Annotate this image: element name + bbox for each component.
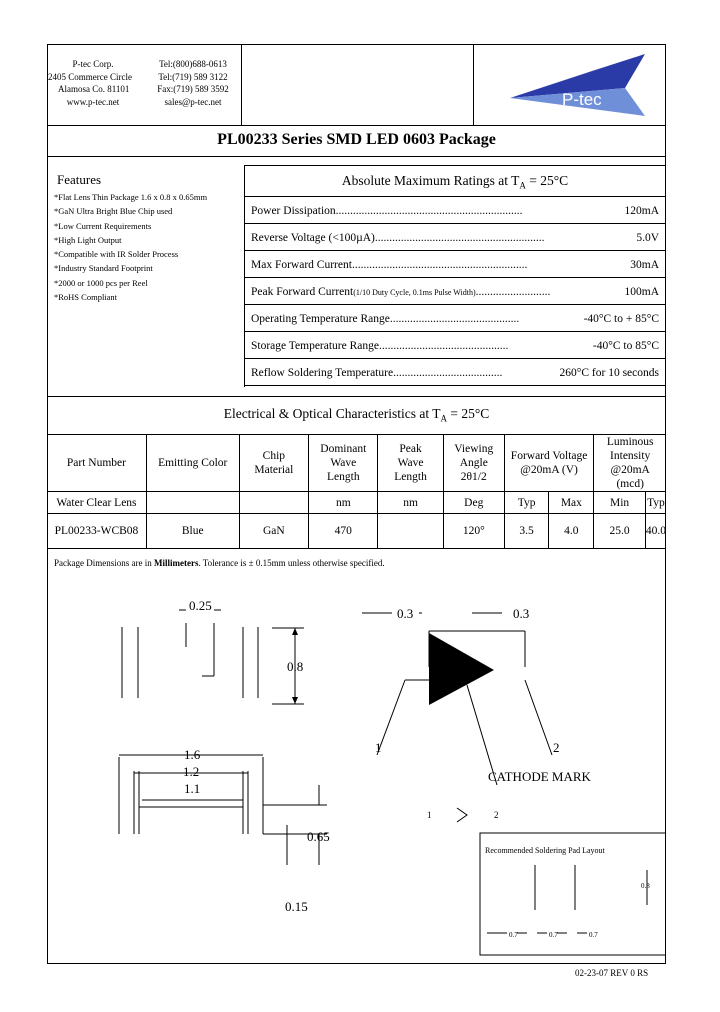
cathode-mark-label: CATHODE MARK — [488, 769, 591, 784]
dim-015: 0.15 — [285, 899, 308, 914]
cell-vf-max: 4.0 — [549, 514, 594, 549]
col-header: Emitting Color — [146, 435, 239, 492]
contact-block — [153, 58, 233, 108]
col-header: Viewing Angle 2θ1/2 — [443, 435, 504, 492]
cell-iv-typ: 40.0 — [645, 514, 666, 549]
unit-cell: Max — [549, 492, 594, 514]
amr-dots: ............................................. — [379, 340, 509, 352]
amr-row-reflow — [245, 360, 665, 386]
cell-material: GaN — [239, 514, 309, 549]
amr-row-operating-temp — [245, 306, 665, 332]
polarity-2-label: 2 — [494, 810, 499, 820]
amr-label: Peak Forward Current — [251, 286, 354, 298]
amr-note: (1/10 Duty Cycle, 0.1ms Pulse Width) — [353, 288, 476, 297]
amr-top-border — [244, 165, 666, 166]
feature-item: *RoHS Compliant — [54, 292, 118, 303]
company-web[interactable]: www.p-tec.net — [66, 96, 120, 107]
company-email[interactable]: sales@p-tec.net — [164, 96, 222, 107]
dim-11: 1.1 — [184, 781, 201, 796]
ec-heading-tail: = 25°C — [447, 406, 490, 421]
unit-cell — [239, 492, 309, 514]
feature-item: *Industry Standard Footprint — [54, 263, 153, 274]
polarity-1-label: 1 — [427, 810, 432, 820]
header-divider-2 — [473, 44, 474, 125]
dim-065: 0.65 — [307, 829, 330, 844]
dim-16: 1.6 — [184, 747, 201, 762]
amr-dots: ................................................................. — [335, 205, 523, 217]
arrow-head-icon — [292, 697, 298, 704]
ec-heading-text: Electrical & Optical Characteristics at T — [223, 406, 441, 421]
page-title: PL00233 Series SMD LED 0603 Package — [217, 131, 496, 148]
ec-heading — [47, 406, 666, 424]
pad-dim-c: 0.7 — [589, 931, 598, 939]
diode-triangle-icon — [429, 633, 494, 705]
unit-cell — [146, 492, 239, 514]
cell-view-angle: 120° — [443, 514, 504, 549]
ptec-logo — [505, 52, 655, 118]
title-bottom-rule — [47, 156, 666, 157]
col-header: Part Number — [47, 435, 146, 492]
unit-cell: Typ — [504, 492, 549, 514]
amr-row-power — [245, 198, 665, 224]
amr-label: Power Dissipation — [251, 205, 336, 217]
company-tel: Tel:(800)688-0613 — [159, 59, 227, 69]
pin-2-label: 2 — [553, 740, 560, 755]
amr-heading — [244, 173, 666, 191]
arrow-head-icon — [292, 628, 298, 635]
company-address1: 2405 Commerce Circle — [48, 71, 132, 82]
unit-cell: Min — [594, 492, 646, 514]
unit-cell: Typ — [645, 492, 666, 514]
cell-vf-typ: 3.5 — [504, 514, 549, 549]
amr-label: Storage Temperature Range — [251, 340, 379, 352]
dimensions-note-bold: Millimeters — [153, 558, 199, 568]
cell-part-number: PL00233-WCB08 — [47, 514, 146, 549]
company-block — [48, 58, 132, 108]
logo-text: P-tec — [562, 90, 602, 109]
dim-08: 0.8 — [287, 659, 304, 674]
col-header: Luminous Intensity @20mA (mcd) — [594, 435, 666, 492]
amr-value: 120mA — [623, 198, 660, 224]
footer-revision: 02-23-07 REV 0 RS — [575, 968, 649, 978]
amr-value: -40°C to 85°C — [591, 333, 659, 359]
amr-label: Reflow Soldering Temperature — [251, 367, 394, 379]
header-bottom-rule — [47, 125, 666, 126]
solder-pad-lines — [487, 865, 647, 933]
header-divider-1 — [241, 44, 242, 125]
col-header: Dominant Wave Length — [309, 435, 378, 492]
dimensions-note — [54, 558, 385, 568]
dim-03-left: 0.3 — [397, 606, 414, 621]
company-address2: Alamosa Co. 81101 — [58, 84, 130, 94]
amr-value: -40°C to + 85°C — [582, 306, 659, 332]
polarity-arrow-icon — [457, 808, 467, 822]
cell-color: Blue — [146, 514, 239, 549]
features-heading: Features — [57, 172, 102, 187]
side-view-outline — [119, 755, 327, 865]
amr-label: Max Forward Current — [251, 259, 352, 271]
amr-value: 5.0V — [634, 225, 659, 251]
amr-heading-text: Absolute Maximum Ratings at T — [341, 173, 520, 188]
unit-cell: Water Clear Lens — [47, 492, 146, 514]
amr-heading-tail: = 25°C — [525, 173, 569, 188]
amr-row-peak-forward-current — [245, 279, 665, 305]
features-list — [54, 190, 239, 304]
ec-heading-sub: A — [440, 413, 447, 424]
package-drawing — [47, 575, 666, 964]
pad-dim-08: 0.8 — [641, 882, 650, 890]
amr-label: Reverse Voltage (<100µA) — [251, 232, 375, 244]
amr-dots: ............................................................. — [351, 259, 528, 271]
top-view-outline — [122, 610, 304, 704]
feature-item: *High Light Output — [54, 234, 122, 245]
solder-pad-title: Recommended Soldering Pad Layout — [485, 846, 605, 855]
amr-dots: ...................................... — [393, 367, 503, 379]
amr-value: 100mA — [623, 279, 660, 305]
feature-item: *Low Current Requirements — [54, 220, 152, 231]
ec-top-rule — [47, 396, 666, 397]
company-tel2: Tel:(719) 589 3122 — [158, 71, 228, 82]
pad-dim-a: 0.7 — [509, 931, 518, 939]
feature-item: *Flat Lens Thin Package 1.6 x 0.8 x 0.65mm — [54, 192, 208, 202]
amr-dots: ........................................................... — [374, 232, 545, 244]
amr-row-storage-temp — [245, 333, 665, 359]
amr-label: Operating Temperature Range — [251, 313, 390, 325]
unit-cell: Deg — [443, 492, 504, 514]
feature-item: *Compatible with IR Solder Process — [54, 249, 179, 260]
pin-1-label: 1 — [375, 740, 382, 755]
col-header: Chip Material — [239, 435, 309, 492]
led-symbol — [362, 613, 552, 785]
dimensions-note-prefix: Package Dimensions are in — [54, 558, 154, 568]
amr-heading-sub: A — [519, 180, 526, 191]
col-header: Peak Wave Length — [378, 435, 443, 492]
amr-row-reverse-voltage — [245, 225, 665, 251]
feature-item: *2000 or 1000 pcs per Reel — [54, 277, 148, 288]
col-header: Forward Voltage @20mA (V) — [504, 435, 594, 492]
dim-12: 1.2 — [183, 764, 200, 779]
electrical-table — [47, 434, 666, 549]
unit-cell: nm — [309, 492, 378, 514]
feature-item: *GaN Ultra Bright Blue Chip used — [54, 206, 173, 217]
amr-dots: .......................... — [475, 286, 551, 298]
company-name: P-tec Corp. — [72, 59, 114, 69]
pad-dim-b: 0.7 — [549, 931, 558, 939]
company-fax: Fax:(719) 589 3592 — [157, 84, 229, 94]
amr-row-max-forward-current — [245, 252, 665, 278]
table-row — [47, 514, 666, 549]
amr-dots: ............................................. — [389, 313, 520, 325]
cell-dominant-wl: 470 — [309, 514, 378, 549]
dim-03-right: 0.3 — [513, 606, 530, 621]
unit-cell: nm — [378, 492, 443, 514]
dim-025: 0.25 — [189, 598, 212, 613]
amr-value: 30mA — [628, 252, 659, 278]
cell-peak-wl — [378, 514, 443, 549]
cell-iv-min: 25.0 — [594, 514, 646, 549]
amr-heading-rule — [244, 196, 666, 197]
dimensions-note-suffix: . Tolerance is ± 0.15mm unless otherwise specified. — [198, 558, 385, 568]
amr-value: 260°C for 10 seconds — [558, 360, 659, 386]
